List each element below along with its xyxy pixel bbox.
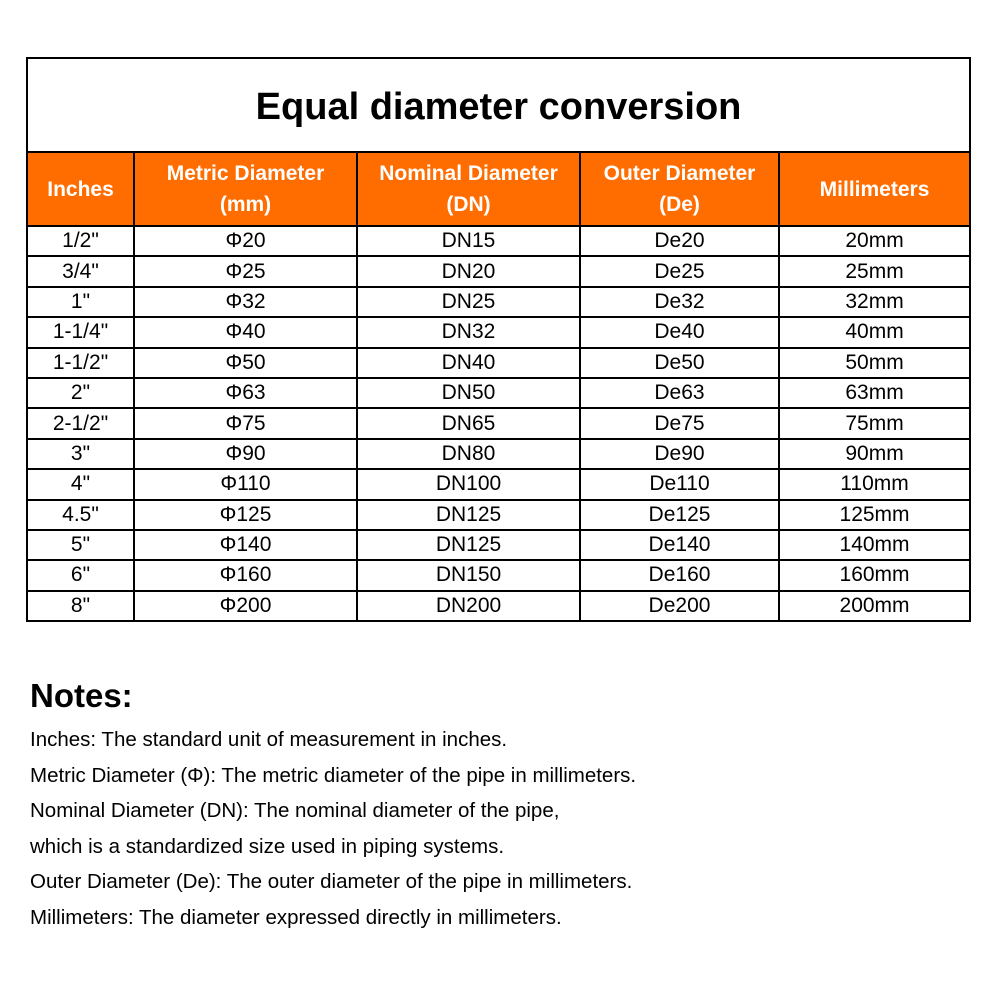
table-row (27, 439, 970, 469)
cell-inches: 3/4" (27, 256, 134, 286)
note-line: Millimeters: The diameter expressed directly in millimeters. (30, 905, 562, 929)
cell-millimeters: 50mm (779, 348, 970, 378)
cell-outer-diameter: De32 (580, 287, 779, 317)
header-metric-diameter-label: Metric Diameter (166, 162, 325, 185)
cell-inches: 2" (27, 378, 134, 408)
cell-metric-diameter: Φ63 (134, 378, 357, 408)
cell-outer-diameter: De110 (580, 469, 779, 499)
cell-millimeters: 20mm (779, 226, 970, 256)
header-millimeters (779, 152, 970, 226)
table-row (27, 408, 970, 438)
table-row (27, 348, 970, 378)
cell-nominal-diameter: DN200 (357, 591, 580, 621)
cell-metric-diameter: Φ20 (134, 226, 357, 256)
cell-millimeters: 110mm (779, 469, 970, 499)
cell-metric-diameter: Φ125 (134, 500, 357, 530)
cell-inches: 1-1/4" (27, 317, 134, 347)
cell-inches: 3" (27, 439, 134, 469)
cell-outer-diameter: De25 (580, 256, 779, 286)
cell-metric-diameter: Φ75 (134, 408, 357, 438)
note-line: Inches: The standard unit of measurement in inches. (30, 728, 508, 751)
cell-inches: 4" (27, 469, 134, 499)
cell-millimeters: 32mm (779, 287, 970, 317)
header-row (27, 152, 970, 226)
table-title: Equal diameter conversion (27, 58, 970, 152)
table-row (27, 287, 970, 317)
cell-metric-diameter: Φ160 (134, 560, 357, 590)
cell-millimeters: 160mm (779, 560, 970, 590)
header-metric-diameter-unit: (mm) (219, 193, 272, 216)
note-line: Metric Diameter (Φ): The metric diameter of the pipe in millimeters. (30, 763, 637, 787)
cell-outer-diameter: De140 (580, 530, 779, 560)
cell-inches: 4.5" (27, 500, 134, 530)
cell-millimeters: 90mm (779, 439, 970, 469)
cell-outer-diameter: De75 (580, 408, 779, 438)
header-outer-diameter-unit: (De) (659, 193, 700, 216)
header-nominal-diameter (357, 152, 580, 226)
cell-millimeters: 40mm (779, 317, 970, 347)
table-row (27, 500, 970, 530)
cell-millimeters: 140mm (779, 530, 970, 560)
cell-metric-diameter: Φ140 (134, 530, 357, 560)
cell-nominal-diameter: DN25 (357, 287, 580, 317)
header-nominal-diameter-unit: (DN) (446, 193, 491, 216)
title-row (27, 58, 970, 152)
header-metric-diameter (134, 152, 357, 226)
notes-section (30, 676, 970, 935)
cell-metric-diameter: Φ40 (134, 317, 357, 347)
cell-metric-diameter: Φ50 (134, 348, 357, 378)
cell-nominal-diameter: DN150 (357, 560, 580, 590)
cell-millimeters: 125mm (779, 500, 970, 530)
cell-nominal-diameter: DN40 (357, 348, 580, 378)
notes-list (30, 722, 970, 935)
cell-millimeters: 75mm (779, 408, 970, 438)
cell-nominal-diameter: DN100 (357, 469, 580, 499)
cell-nominal-diameter: DN15 (357, 226, 580, 256)
cell-outer-diameter: De63 (580, 378, 779, 408)
header-inches (27, 152, 134, 226)
cell-metric-diameter: Φ200 (134, 591, 357, 621)
cell-nominal-diameter: DN125 (357, 530, 580, 560)
cell-inches: 5" (27, 530, 134, 560)
table-row (27, 317, 970, 347)
header-outer-diameter-label: Outer Diameter (603, 162, 756, 185)
cell-millimeters: 25mm (779, 256, 970, 286)
cell-outer-diameter: De40 (580, 317, 779, 347)
conversion-table (26, 57, 971, 622)
cell-outer-diameter: De125 (580, 500, 779, 530)
cell-inches: 8" (27, 591, 134, 621)
cell-nominal-diameter: DN125 (357, 500, 580, 530)
note-line: Outer Diameter (De): The outer diameter of the pipe in millimeters. (30, 870, 633, 893)
table-row (27, 591, 970, 621)
cell-nominal-diameter: DN65 (357, 408, 580, 438)
cell-metric-diameter: Φ25 (134, 256, 357, 286)
note-line: Nominal Diameter (DN): The nominal diameter of the pipe, (30, 799, 560, 822)
cell-millimeters: 63mm (779, 378, 970, 408)
table-row (27, 256, 970, 286)
cell-outer-diameter: De90 (580, 439, 779, 469)
cell-nominal-diameter: DN20 (357, 256, 580, 286)
header-millimeters-label: Millimeters (819, 177, 930, 201)
cell-outer-diameter: De20 (580, 226, 779, 256)
cell-outer-diameter: De160 (580, 560, 779, 590)
cell-outer-diameter: De200 (580, 591, 779, 621)
table-row (27, 530, 970, 560)
cell-inches: 1" (27, 287, 134, 317)
table-row (27, 560, 970, 590)
cell-metric-diameter: Φ110 (134, 469, 357, 499)
table-body (27, 226, 970, 621)
cell-inches: 1/2" (27, 226, 134, 256)
cell-inches: 2-1/2" (27, 408, 134, 438)
header-nominal-diameter-label: Nominal Diameter (379, 162, 558, 185)
cell-metric-diameter: Φ32 (134, 287, 357, 317)
cell-metric-diameter: Φ90 (134, 439, 357, 469)
cell-millimeters: 200mm (779, 591, 970, 621)
table-row (27, 469, 970, 499)
header-inches-label: Inches (47, 177, 114, 201)
header-outer-diameter (580, 152, 779, 226)
note-line: which is a standardized size used in piping systems. (30, 834, 505, 858)
cell-nominal-diameter: DN80 (357, 439, 580, 469)
cell-nominal-diameter: DN50 (357, 378, 580, 408)
notes-title: Notes: (30, 677, 133, 714)
table-row (27, 226, 970, 256)
cell-inches: 1-1/2" (27, 348, 134, 378)
cell-inches: 6" (27, 560, 134, 590)
cell-outer-diameter: De50 (580, 348, 779, 378)
table-row (27, 378, 970, 408)
cell-nominal-diameter: DN32 (357, 317, 580, 347)
